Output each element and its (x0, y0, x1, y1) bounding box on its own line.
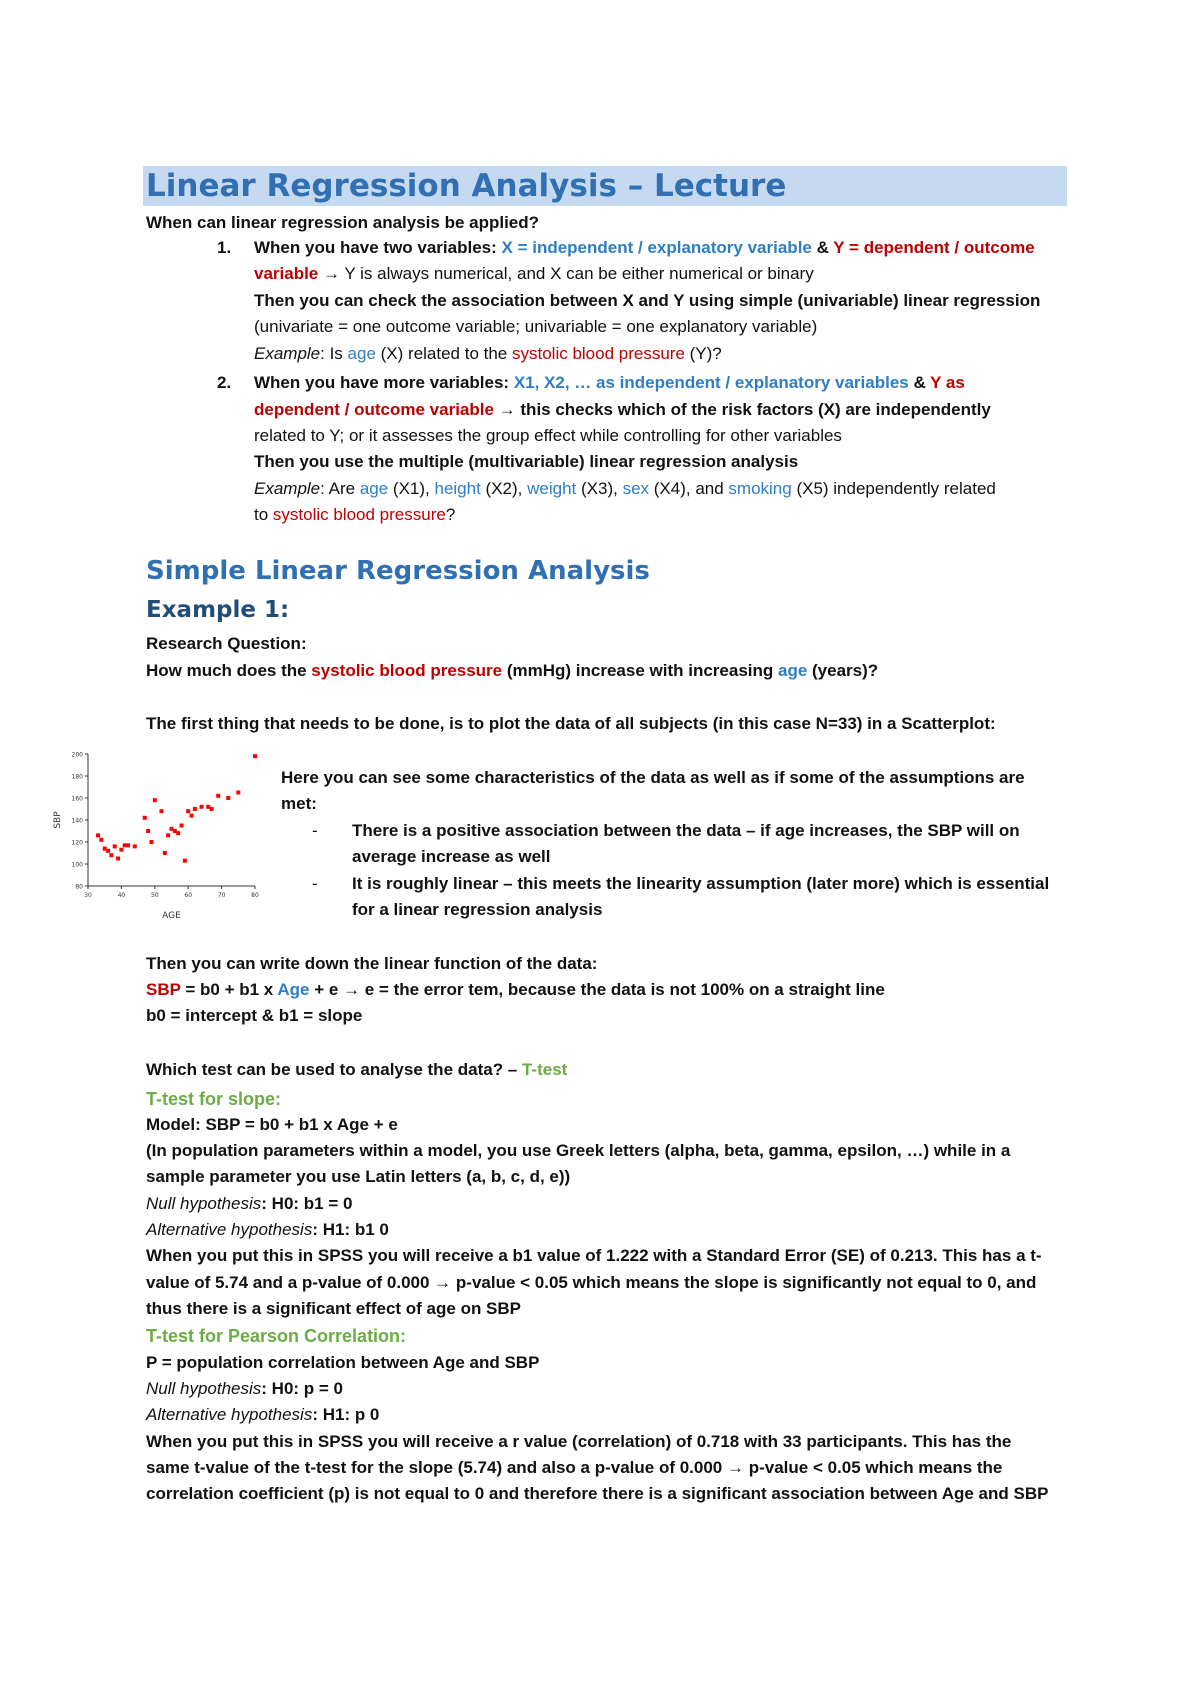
data-point (236, 791, 240, 795)
scatterplot-chart (50, 748, 265, 928)
which-test-question: Which test can be used to analyse the data? – T-test (146, 1060, 568, 1079)
item1-line2: variable → Y is always numerical, and X can be either numerical or binary (254, 264, 814, 283)
pearson-null-hypothesis: Null hypothesis: H0: p = 0 (146, 1379, 343, 1398)
item1-line1: When you have two variables: X = independent / explanatory variable & Y = dependent / outcome (254, 238, 1035, 257)
data-point (96, 833, 100, 837)
data-point (126, 843, 130, 847)
data-point (163, 851, 167, 855)
item2-line3: related to Y; or it assesses the group effect while controlling for other variables (254, 426, 842, 445)
data-point (253, 754, 257, 758)
item1-line3: Then you can check the association between X and Y using simple (univariable) linear regression (254, 291, 1041, 310)
page-title: Linear Regression Analysis – Lecture (146, 168, 787, 204)
data-point (106, 849, 110, 853)
data-point (143, 816, 147, 820)
item2-line2: dependent / outcome variable → this checks which of the risk factors (X) are independently (254, 400, 991, 419)
y-axis-label: SBP (53, 811, 63, 829)
pearson-definition: P = population correlation between Age and SBP (146, 1353, 540, 1372)
characteristics-intro-cont: met: (281, 794, 317, 813)
slope-model: Model: SBP = b0 + b1 x Age + e (146, 1115, 398, 1134)
x-tick-label: 60 (184, 892, 193, 899)
x-tick-label: 70 (217, 892, 226, 899)
data-point (119, 848, 123, 852)
data-point (146, 829, 150, 833)
data-point (166, 833, 170, 837)
item2-line4: Then you use the multiple (multivariable) linear regression analysis (254, 452, 799, 471)
data-point (216, 794, 220, 798)
item2-line1: When you have more variables: X1, X2, … as independent / explanatory variables & Y as (254, 373, 965, 392)
x-tick-label: 50 (150, 892, 159, 899)
x-tick-label: 80 (251, 892, 259, 899)
data-point (226, 796, 230, 800)
data-point (116, 857, 120, 861)
y-tick-label: 180 (71, 773, 83, 781)
y-tick-label: 120 (71, 839, 83, 847)
bullet-1-line2: average increase as well (352, 847, 551, 866)
scatter-intro: The first thing that needs to be done, is to plot the data of all subjects (in this case N=33) in a Scatterplot: (146, 714, 996, 733)
data-point (109, 853, 113, 857)
x-tick-label: 40 (117, 892, 126, 899)
data-point (186, 809, 190, 813)
slope-alt-hypothesis: Alternative hypothesis: H1: b1 0 (146, 1220, 389, 1239)
y-tick-label: 80 (75, 883, 83, 891)
slope-result-line2: value of 5.74 and a p-value of 0.000 → p-value < 0.05 which means the slope is significantly not equal to 0, and (146, 1273, 1037, 1292)
data-point (176, 831, 180, 835)
item1-line4: (univariate = one outcome variable; univariable = one explanatory variable) (254, 317, 818, 336)
item1-example: Example: Is age (X) related to the systolic blood pressure (Y)? (254, 344, 722, 363)
data-point (193, 807, 197, 811)
research-question: How much does the systolic blood pressure (mmHg) increase with increasing age (years)? (146, 661, 879, 680)
linear-function-equation: SBP = b0 + b1 x Age + e → e = the error tem, because the data is not 100% on a straight line (146, 980, 885, 999)
bullet-dash-2: - (312, 874, 318, 893)
data-point (149, 840, 153, 844)
list-number-2: 2. (217, 373, 232, 392)
pearson-result-line2: same t-value of the t-test for the slope (5.74) and also a p-value of 0.000 → p-value < 0.05 which means the (146, 1458, 1003, 1477)
slope-result-line1: When you put this in SPSS you will receive a b1 value of 1.222 with a Standard Error (SE) of 0.213. This has a t- (146, 1246, 1042, 1265)
bullet-2-line1: It is roughly linear – this meets the linearity assumption (later more) which is essential (352, 874, 1050, 893)
slope-null-hypothesis: Null hypothesis: H0: b1 = 0 (146, 1194, 353, 1213)
section-heading-simple: Simple Linear Regression Analysis (146, 556, 650, 586)
y-tick-label: 100 (71, 861, 83, 869)
x-tick-label: 30 (84, 892, 92, 899)
intro-question: When can linear regression analysis be applied? (146, 213, 540, 232)
pearson-test-heading: T-test for Pearson Correlation: (146, 1326, 407, 1346)
research-question-label: Research Question: (146, 634, 307, 653)
list-number-1: 1. (217, 238, 232, 257)
linear-function-intro: Then you can write down the linear function of the data: (146, 954, 598, 973)
bullet-2-line2: for a linear regression analysis (352, 900, 603, 919)
x-axis-label: AGE (162, 911, 181, 921)
data-point (190, 814, 194, 818)
data-point (180, 824, 184, 828)
y-tick-label: 160 (71, 795, 83, 803)
bullet-1-line1: There is a positive association between the data – if age increases, the SBP will on (352, 821, 1020, 840)
data-point (133, 844, 137, 848)
y-tick-label: 200 (71, 751, 83, 759)
characteristics-intro: Here you can see some characteristics of the data as well as if some of the assumptions are (281, 768, 1025, 787)
slope-test-heading: T-test for slope: (146, 1089, 282, 1109)
data-point (113, 844, 117, 848)
slope-result-line3: thus there is a significant effect of age on SBP (146, 1299, 522, 1318)
item2-example: Example: Are age (X1), height (X2), weight (X3), sex (X4), and smoking (X5) independently related (254, 479, 996, 498)
item2-example-cont: to systolic blood pressure? (254, 505, 456, 524)
data-point (153, 798, 157, 802)
data-point (210, 807, 214, 811)
data-point (183, 859, 187, 863)
data-point (200, 805, 204, 809)
example-heading: Example 1: (146, 597, 290, 623)
pearson-result-line1: When you put this in SPSS you will receive a r value (correlation) of 0.718 with 33 participants. This has the (146, 1432, 1012, 1451)
intercept-slope-def: b0 = intercept & b1 = slope (146, 1006, 363, 1025)
parameter-note-line1: (In population parameters within a model, you use Greek letters (alpha, beta, gamma, epsilon, …) while in a (146, 1141, 1011, 1160)
parameter-note-line2: sample parameter you use Latin letters (a, b, c, d, e)) (146, 1167, 571, 1186)
pearson-result-line3: correlation coefficient (p) is not equal to 0 and therefore there is a significant association between Age and SBP (146, 1484, 1049, 1503)
bullet-dash-1: - (312, 821, 318, 840)
data-point (99, 838, 103, 842)
data-point (159, 809, 163, 813)
pearson-alt-hypothesis: Alternative hypothesis: H1: p 0 (146, 1405, 380, 1424)
y-tick-label: 140 (71, 817, 83, 825)
